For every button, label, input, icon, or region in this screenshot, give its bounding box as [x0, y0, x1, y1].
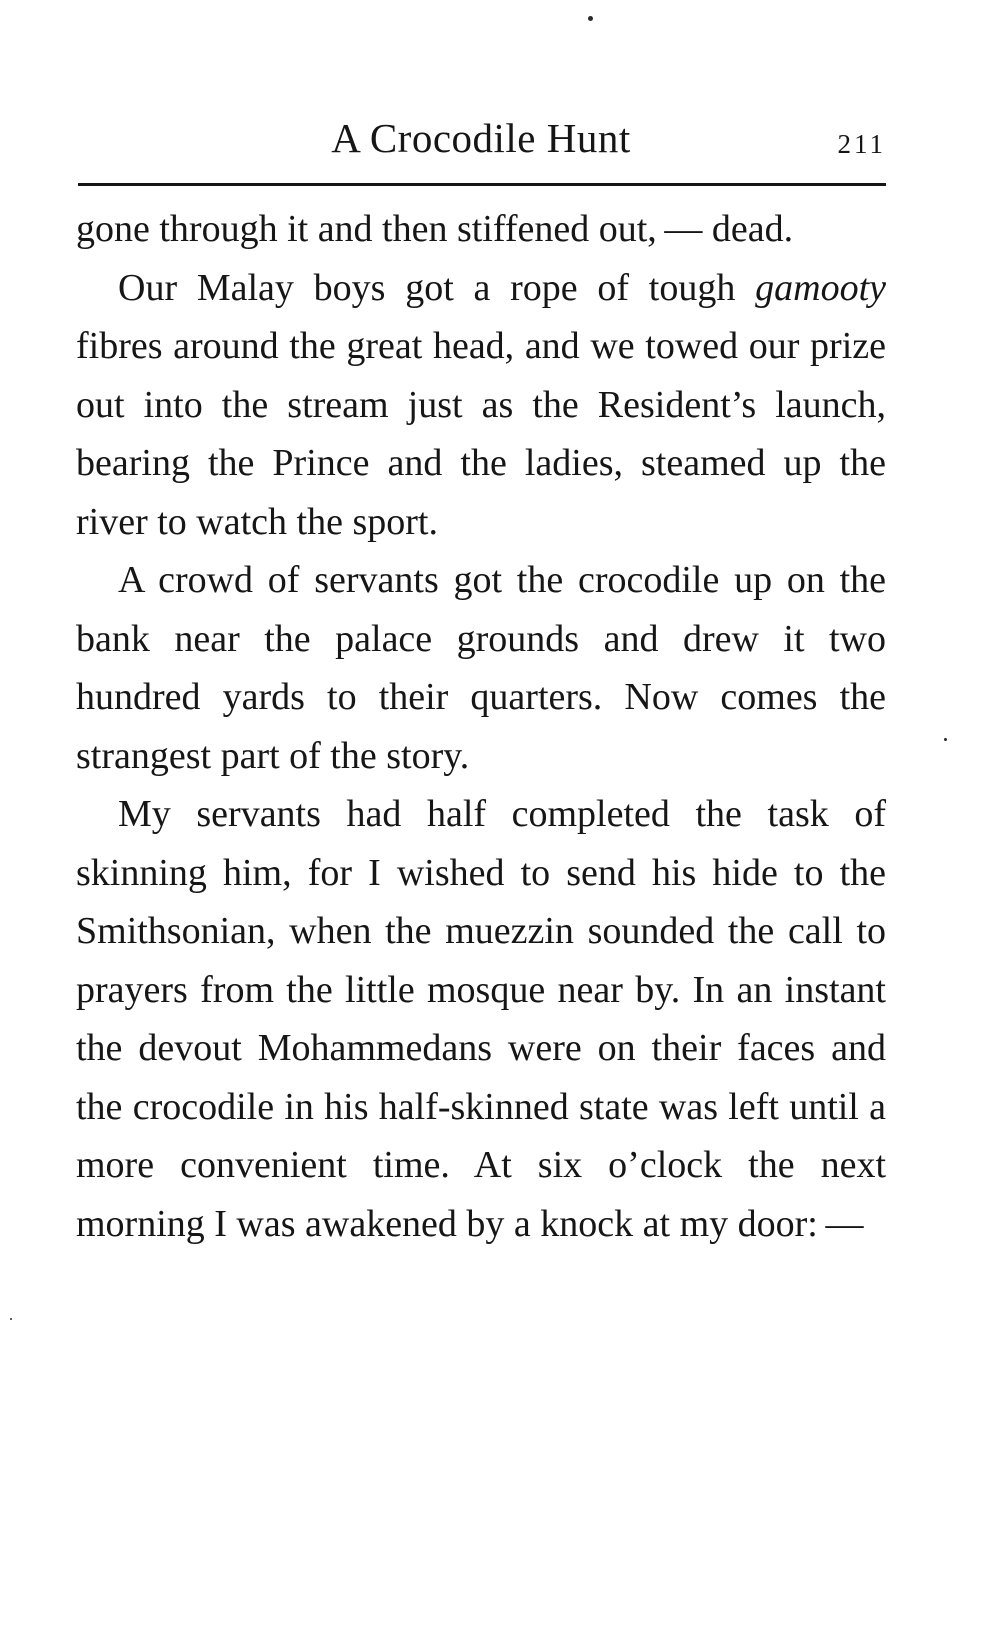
page-speck-left [10, 1318, 12, 1320]
paragraph-2-italic-word: gamooty [755, 266, 886, 309]
page-header [76, 106, 886, 172]
page-speck-right [944, 738, 947, 741]
running-title: A Crocodile Hunt [331, 115, 631, 161]
paragraph-2-end: fibres around the great head, and we towed our prize out into the stream just as the Resident’s launch, bearing the Prince and the ladies, steamed up the river to watch the sport. [76, 325, 886, 543]
paragraph-2 [76, 259, 886, 552]
page-speck-top [588, 16, 593, 21]
paragraph-3: A crowd of servants got the crocodile up on the bank near the palace grounds and drew it two hundred yards to their quarters. Now comes the strangest part of the story. [76, 559, 886, 777]
paragraph-2-start: Our Malay boys got a rope of tough [118, 266, 756, 309]
paragraph-1: gone through it and then stiffened out, — dead. [76, 208, 794, 250]
header-rule [78, 183, 886, 186]
body-text [76, 200, 886, 1253]
page-number: 211 [837, 129, 886, 159]
paragraph-4: My servants had half completed the task of skinning him, for I wished to send his hide to the Smithsonian, when the muezzin sounded the call to prayers from the little mosque near by. In an instant the devout Mohammedans were on their faces and the crocodile in his half-skinned state was left until a more convenient time. At six o’clock the next morning I was awakened by a knock at my door: — [76, 793, 886, 1245]
